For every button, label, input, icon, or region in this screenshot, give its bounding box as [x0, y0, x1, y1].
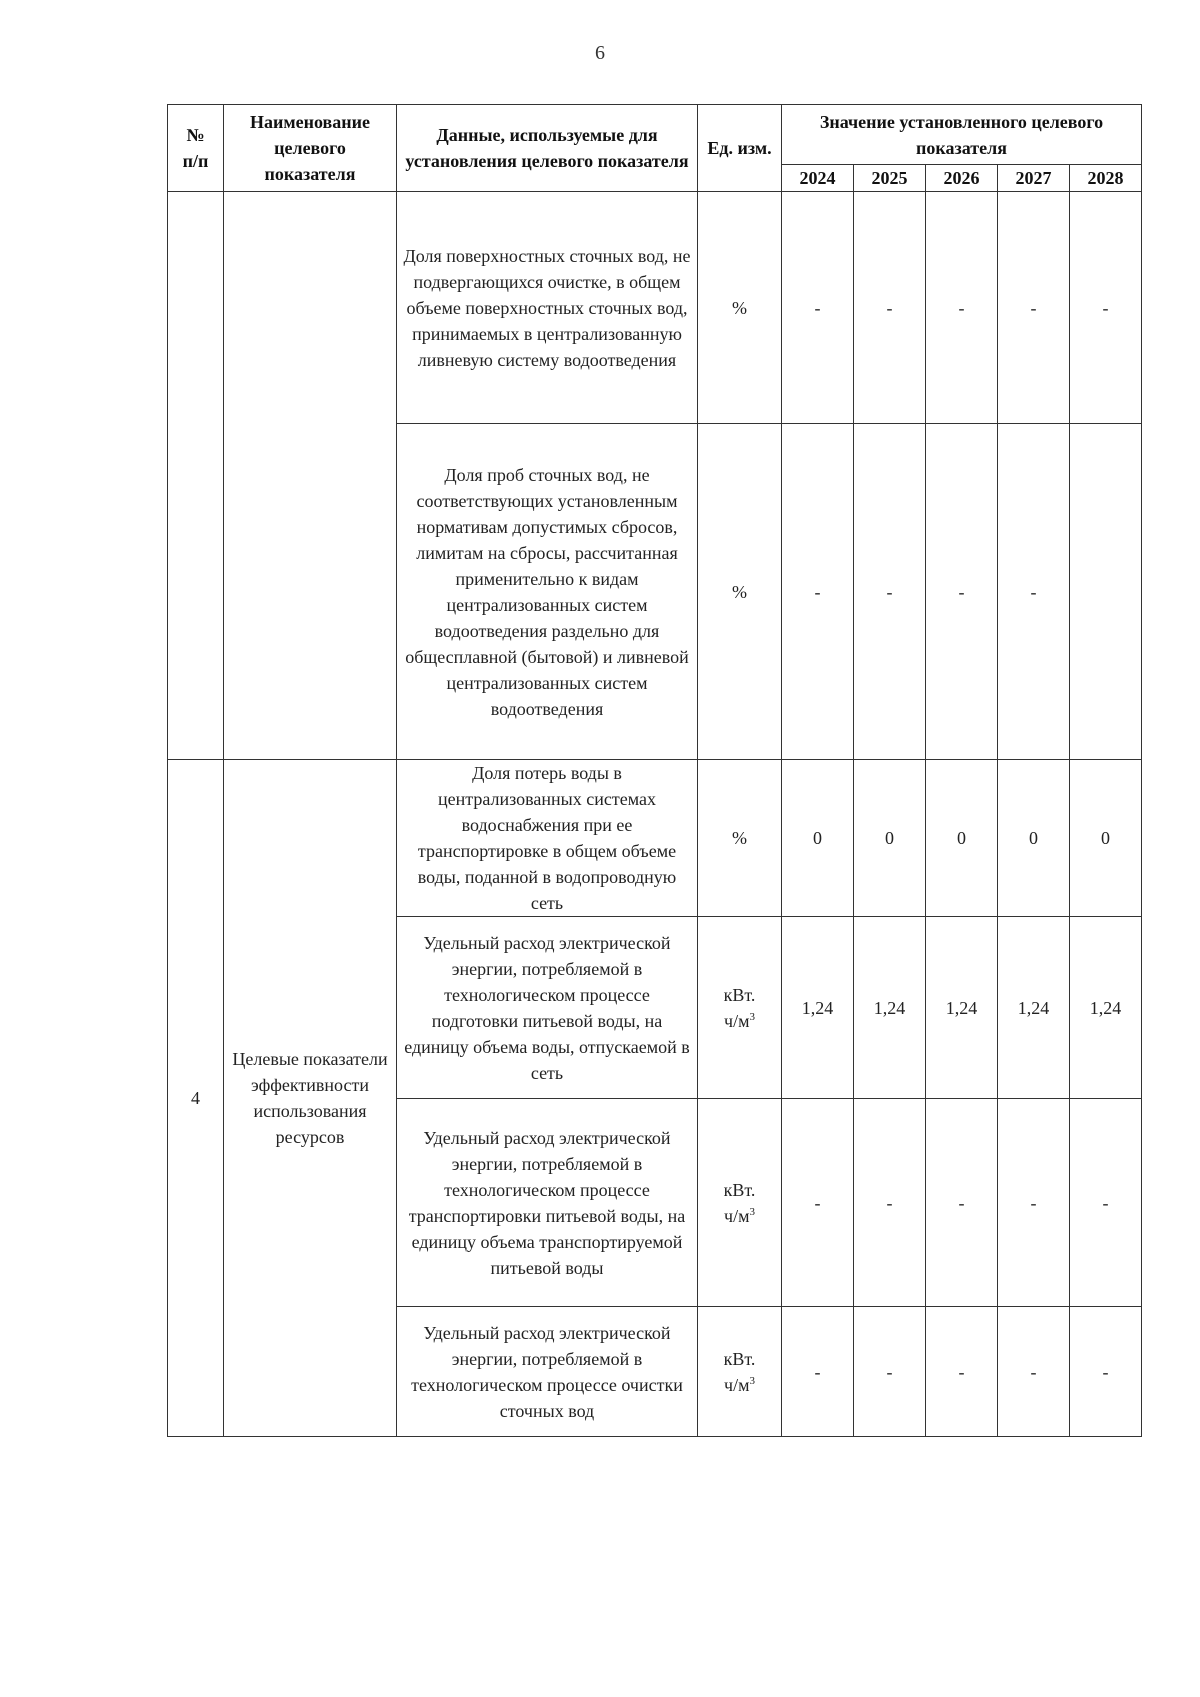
header-unit: Ед. изм. — [698, 105, 782, 192]
value-2028: 0 — [1070, 760, 1142, 917]
header-data-used: Данные, используемые для установления целевого показателя — [397, 105, 698, 192]
value-2027: 0 — [998, 760, 1070, 917]
value-2027: - — [998, 424, 1070, 760]
value-2024: 1,24 — [782, 917, 854, 1099]
value-2027: - — [998, 1099, 1070, 1307]
value-2024: 0 — [782, 760, 854, 917]
unit-main: кВт. — [723, 1179, 756, 1200]
indicator-description: Удельный расход электрической энергии, потребляемой в технологическом процессе подготовки питьевой воды, на единицу объема воды, отпускаемой в сеть — [397, 917, 698, 1099]
table-row — [168, 760, 1142, 917]
group-num: 4 — [168, 760, 224, 1437]
cell-name-empty — [224, 192, 397, 760]
value-2026: - — [926, 424, 998, 760]
indicator-unit: % — [698, 760, 782, 917]
unit-sub: ч/м — [724, 1374, 750, 1395]
indicator-description: Удельный расход электрической энергии, потребляемой в технологическом процессе транспортировки питьевой воды, на единицу объема транспортируемой питьевой воды — [397, 1099, 698, 1307]
value-2028: - — [1070, 192, 1142, 424]
header-year: 2028 — [1070, 165, 1142, 192]
table-row — [168, 192, 1142, 424]
header-year: 2026 — [926, 165, 998, 192]
value-2028: - — [1070, 1307, 1142, 1437]
indicator-unit — [698, 1307, 782, 1437]
indicator-unit: % — [698, 192, 782, 424]
unit-sup: 3 — [749, 1374, 755, 1387]
header-name: Наименование целевого показателя — [224, 105, 397, 192]
unit-sup: 3 — [749, 1010, 755, 1023]
header-year: 2025 — [854, 165, 926, 192]
value-2025: - — [854, 192, 926, 424]
value-2026: 1,24 — [926, 917, 998, 1099]
value-2028: 1,24 — [1070, 917, 1142, 1099]
indicator-unit: % — [698, 424, 782, 760]
value-2024: - — [782, 1307, 854, 1437]
unit-sub: ч/м — [724, 1010, 750, 1031]
value-2024: - — [782, 424, 854, 760]
value-2024: - — [782, 192, 854, 424]
unit-sup: 3 — [749, 1205, 755, 1218]
indicator-description: Доля потерь воды в централизованных системах водоснабжения при ее транспортировке в общем объеме воды, поданной в водопроводную сеть — [397, 760, 698, 917]
value-2025: - — [854, 1307, 926, 1437]
target-indicators-table — [167, 104, 1142, 1437]
header-year: 2027 — [998, 165, 1070, 192]
indicator-unit — [698, 917, 782, 1099]
value-2028: - — [1070, 1099, 1142, 1307]
value-2025: 1,24 — [854, 917, 926, 1099]
value-2027: 1,24 — [998, 917, 1070, 1099]
unit-main: кВт. — [723, 1348, 756, 1369]
header-year: 2024 — [782, 165, 854, 192]
value-2027: - — [998, 1307, 1070, 1437]
value-2027: - — [998, 192, 1070, 424]
header-num: № п/п — [168, 105, 224, 192]
value-2025: - — [854, 424, 926, 760]
group-name: Целевые показатели эффективности использования ресурсов — [224, 760, 397, 1437]
value-2026: 0 — [926, 760, 998, 917]
value-2024: - — [782, 1099, 854, 1307]
value-2025: 0 — [854, 760, 926, 917]
value-2026: - — [926, 192, 998, 424]
cell-num-empty — [168, 192, 224, 760]
unit-main: кВт. — [723, 984, 756, 1005]
value-2026: - — [926, 1099, 998, 1307]
page-number: 6 — [595, 42, 605, 64]
value-2028 — [1070, 424, 1142, 760]
header-value-group: Значение установленного целевого показателя — [782, 105, 1142, 165]
indicator-description: Доля поверхностных сточных вод, не подвергающихся очистке, в общем объеме поверхностных сточных вод, принимаемых в централизованную ливневую систему водоотведения — [397, 192, 698, 424]
value-2025: - — [854, 1099, 926, 1307]
indicator-description: Удельный расход электрической энергии, потребляемой в технологическом процессе очистки сточных вод — [397, 1307, 698, 1437]
unit-sub: ч/м — [724, 1205, 750, 1226]
indicator-unit — [698, 1099, 782, 1307]
indicator-description: Доля проб сточных вод, не соответствующих установленным нормативам допустимых сбросов, лимитам на сбросы, рассчитанная применительно к видам централизованных систем водоотведения раздельно для общесплавной (бытовой) и ливневой централизованных систем водоотведения — [397, 424, 698, 760]
value-2026: - — [926, 1307, 998, 1437]
